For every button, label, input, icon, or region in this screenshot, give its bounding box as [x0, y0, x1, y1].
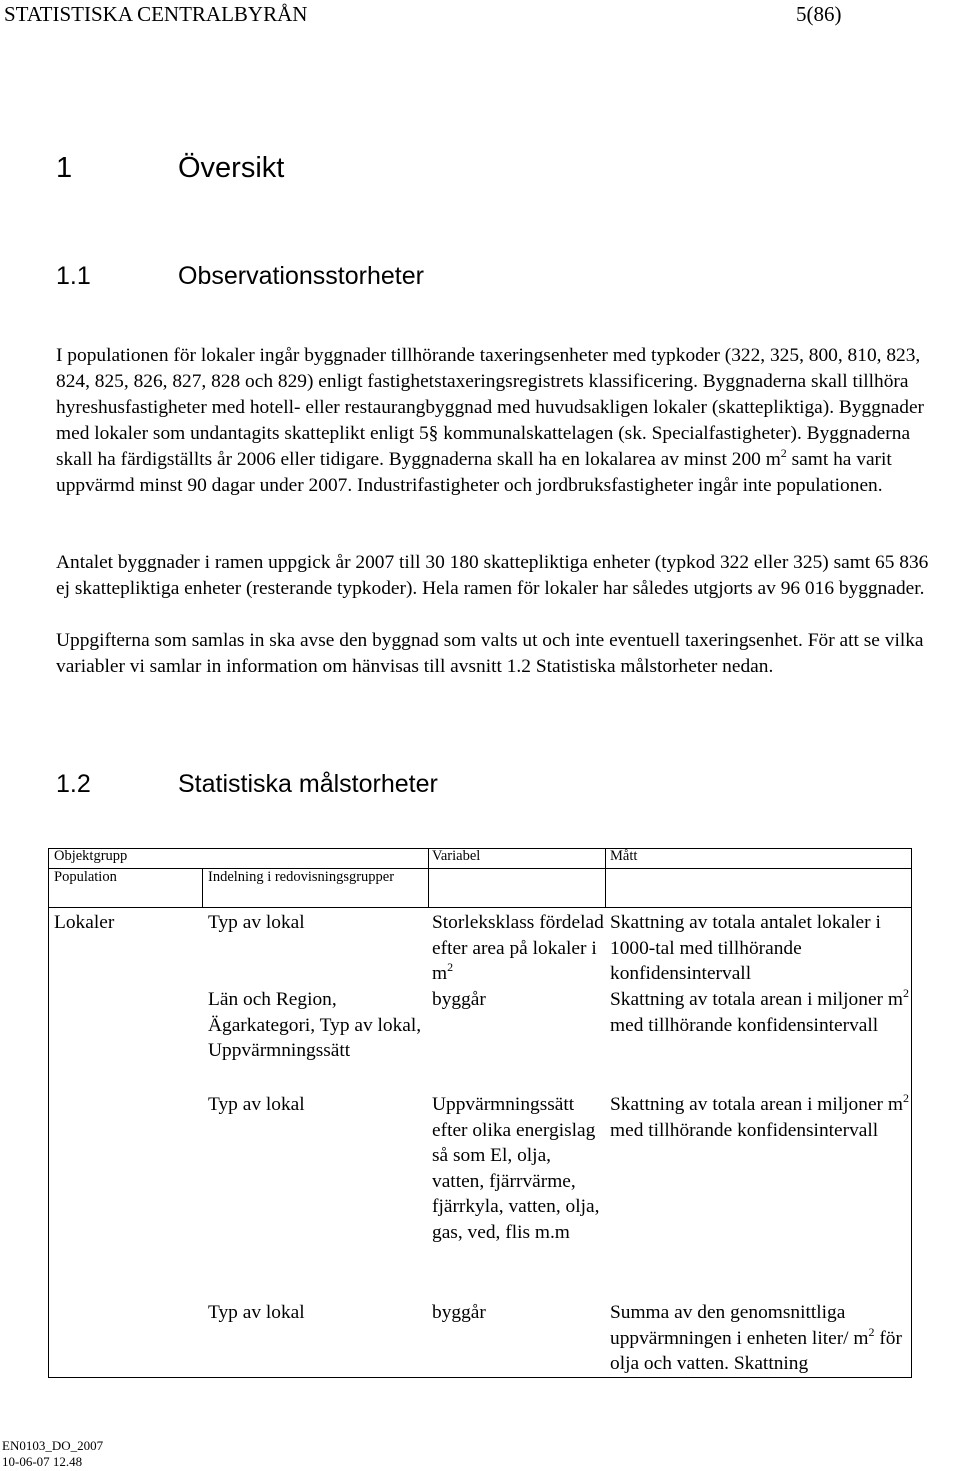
cell-matt: Skattning av totala antalet lokaler i 1000-tal med tillhörande konfidensintervall	[610, 912, 881, 985]
empty-cell	[48, 1300, 202, 1378]
table-row	[48, 987, 913, 1092]
header-population: Population	[54, 869, 117, 885]
section-1-1-number: 1.1	[56, 262, 91, 290]
superscript: 2	[447, 960, 454, 975]
cell-indelning: Typ av lokal	[208, 1094, 305, 1115]
section-1-2-title: Statistiska målstorheter	[178, 770, 438, 798]
cell-variabel	[426, 907, 604, 987]
section-1-2-number: 1.2	[56, 770, 91, 798]
superscript: 2	[902, 1091, 909, 1105]
header-page-number: 5(86)	[796, 2, 842, 26]
table-divider	[605, 848, 606, 907]
cell-matt	[604, 1300, 913, 1378]
empty-cell	[426, 869, 604, 907]
cell-variabel: Uppvärmningssätt efter olika energislag så som El, olja, vatten, fjärrvärme, fjärrkyla, vatten, olja, gas, ved, flis m.m	[432, 1094, 600, 1243]
header-indelning: Indelning i redovisningsgrupper	[208, 869, 395, 885]
table-divider	[48, 907, 912, 908]
cell-matt	[604, 987, 913, 1092]
table-divider	[428, 848, 429, 907]
empty-cell	[48, 987, 202, 1092]
matt-text-part-2: med tillhörande konfidensintervall	[610, 1119, 879, 1141]
section-1-2-heading	[56, 770, 438, 799]
table-row	[48, 907, 913, 987]
variabel-text: Storleksklass fördelad efter area på lokaler i m	[432, 912, 604, 985]
matt-text-part-1: Skattning av totala arean i miljoner m	[610, 989, 903, 1010]
section-1-1-title: Observationsstorheter	[178, 262, 424, 290]
population-paragraph	[56, 343, 936, 498]
population-text-part-1: I populationen för lokaler ingår byggnader tillhörande taxeringsenheter med typkoder (322, 325, 800, 810, 823, 824, 825, 826, 827, 828 och 829) enligt fastighetstaxeringsregistrets klassificering. Byggnaderna skall tillhöra hyreshusfastigheter med hotell- eller restaurangbyggnad med huvudsakligen lokaler (skattepliktiga). Byggnader med lokaler som undantagits skatteplikt enligt 5§ kommunalskattelagen (sk. Specialfastigheter). Byggnaderna skall ha färdigställts år 2006 eller tidigare. Byggnaderna skall ha en lokalarea av minst 200 m	[56, 345, 925, 470]
data-collection-paragraph: Uppgifterna som samlas in ska avse den byggnad som valts ut och inte eventuell taxeringsenhet. För att se vilka variabler vi samlar in information om hänvisas till avsnitt 1.2 Statistiska målstorheter nedan.	[56, 630, 924, 677]
empty-cell	[604, 869, 913, 907]
table-row	[48, 1300, 913, 1378]
section-1-title: Översikt	[178, 152, 285, 184]
population-text-part-2: samt ha varit uppvärmd minst 90 dagar under 2007. Industrifastigheter och jordbruksfastigheter ingår inte populationen.	[56, 448, 892, 496]
cell-variabel: byggår	[432, 989, 486, 1010]
section-1-1-heading	[56, 262, 424, 291]
matt-text-part-2: med tillhörande konfidensintervall	[610, 1014, 879, 1036]
table-subheader-row	[48, 869, 913, 907]
matt-text-part-1: Summa av den genomsnittliga uppvärmningen i enheten liter/ m	[610, 1302, 869, 1349]
superscript: 2	[902, 986, 909, 1000]
header-variabel: Variabel	[432, 848, 481, 864]
cell-matt	[604, 1092, 913, 1300]
header-objektgrupp: Objektgrupp	[54, 848, 128, 864]
superscript: 2	[868, 1324, 875, 1339]
table-header-row	[48, 848, 913, 869]
table-divider	[202, 868, 203, 907]
frame-count-paragraph: Antalet byggnader i ramen uppgick år 2007 till 30 180 skattepliktiga enheter (typkod 322 eller 325) samt 65 836 ej skattepliktiga enheter (resterande typkoder). Hela ramen för lokaler har således utgjorts av 96 016 byggnader.	[56, 552, 929, 599]
cell-variabel: byggår	[432, 1302, 486, 1323]
section-1-heading	[56, 152, 284, 185]
footer-date: 10-06-07 12.48	[2, 1454, 83, 1469]
section-1-number: 1	[56, 152, 73, 184]
header-matt: Mått	[610, 848, 638, 864]
target-statistics-table	[48, 848, 913, 1378]
cell-population: Lokaler	[54, 912, 115, 933]
superscript: 2	[780, 445, 787, 460]
cell-indelning: Typ av lokal	[208, 912, 305, 933]
cell-indelning: Typ av lokal	[208, 1302, 305, 1323]
footer-document-id: EN0103_DO_2007	[2, 1438, 104, 1453]
table-row	[48, 1092, 913, 1300]
header-organization: STATISTISKA CENTRALBYRÅN	[4, 2, 308, 26]
table-divider	[48, 868, 912, 869]
empty-cell	[48, 1092, 202, 1300]
cell-indelning: Län och Region, Ägarkategori, Typ av lokal, Uppvärmningssätt	[208, 989, 422, 1062]
matt-text-part-2: för olja och vatten. Skattning	[610, 1327, 902, 1375]
matt-text-part-1: Skattning av totala arean i miljoner m	[610, 1094, 903, 1115]
